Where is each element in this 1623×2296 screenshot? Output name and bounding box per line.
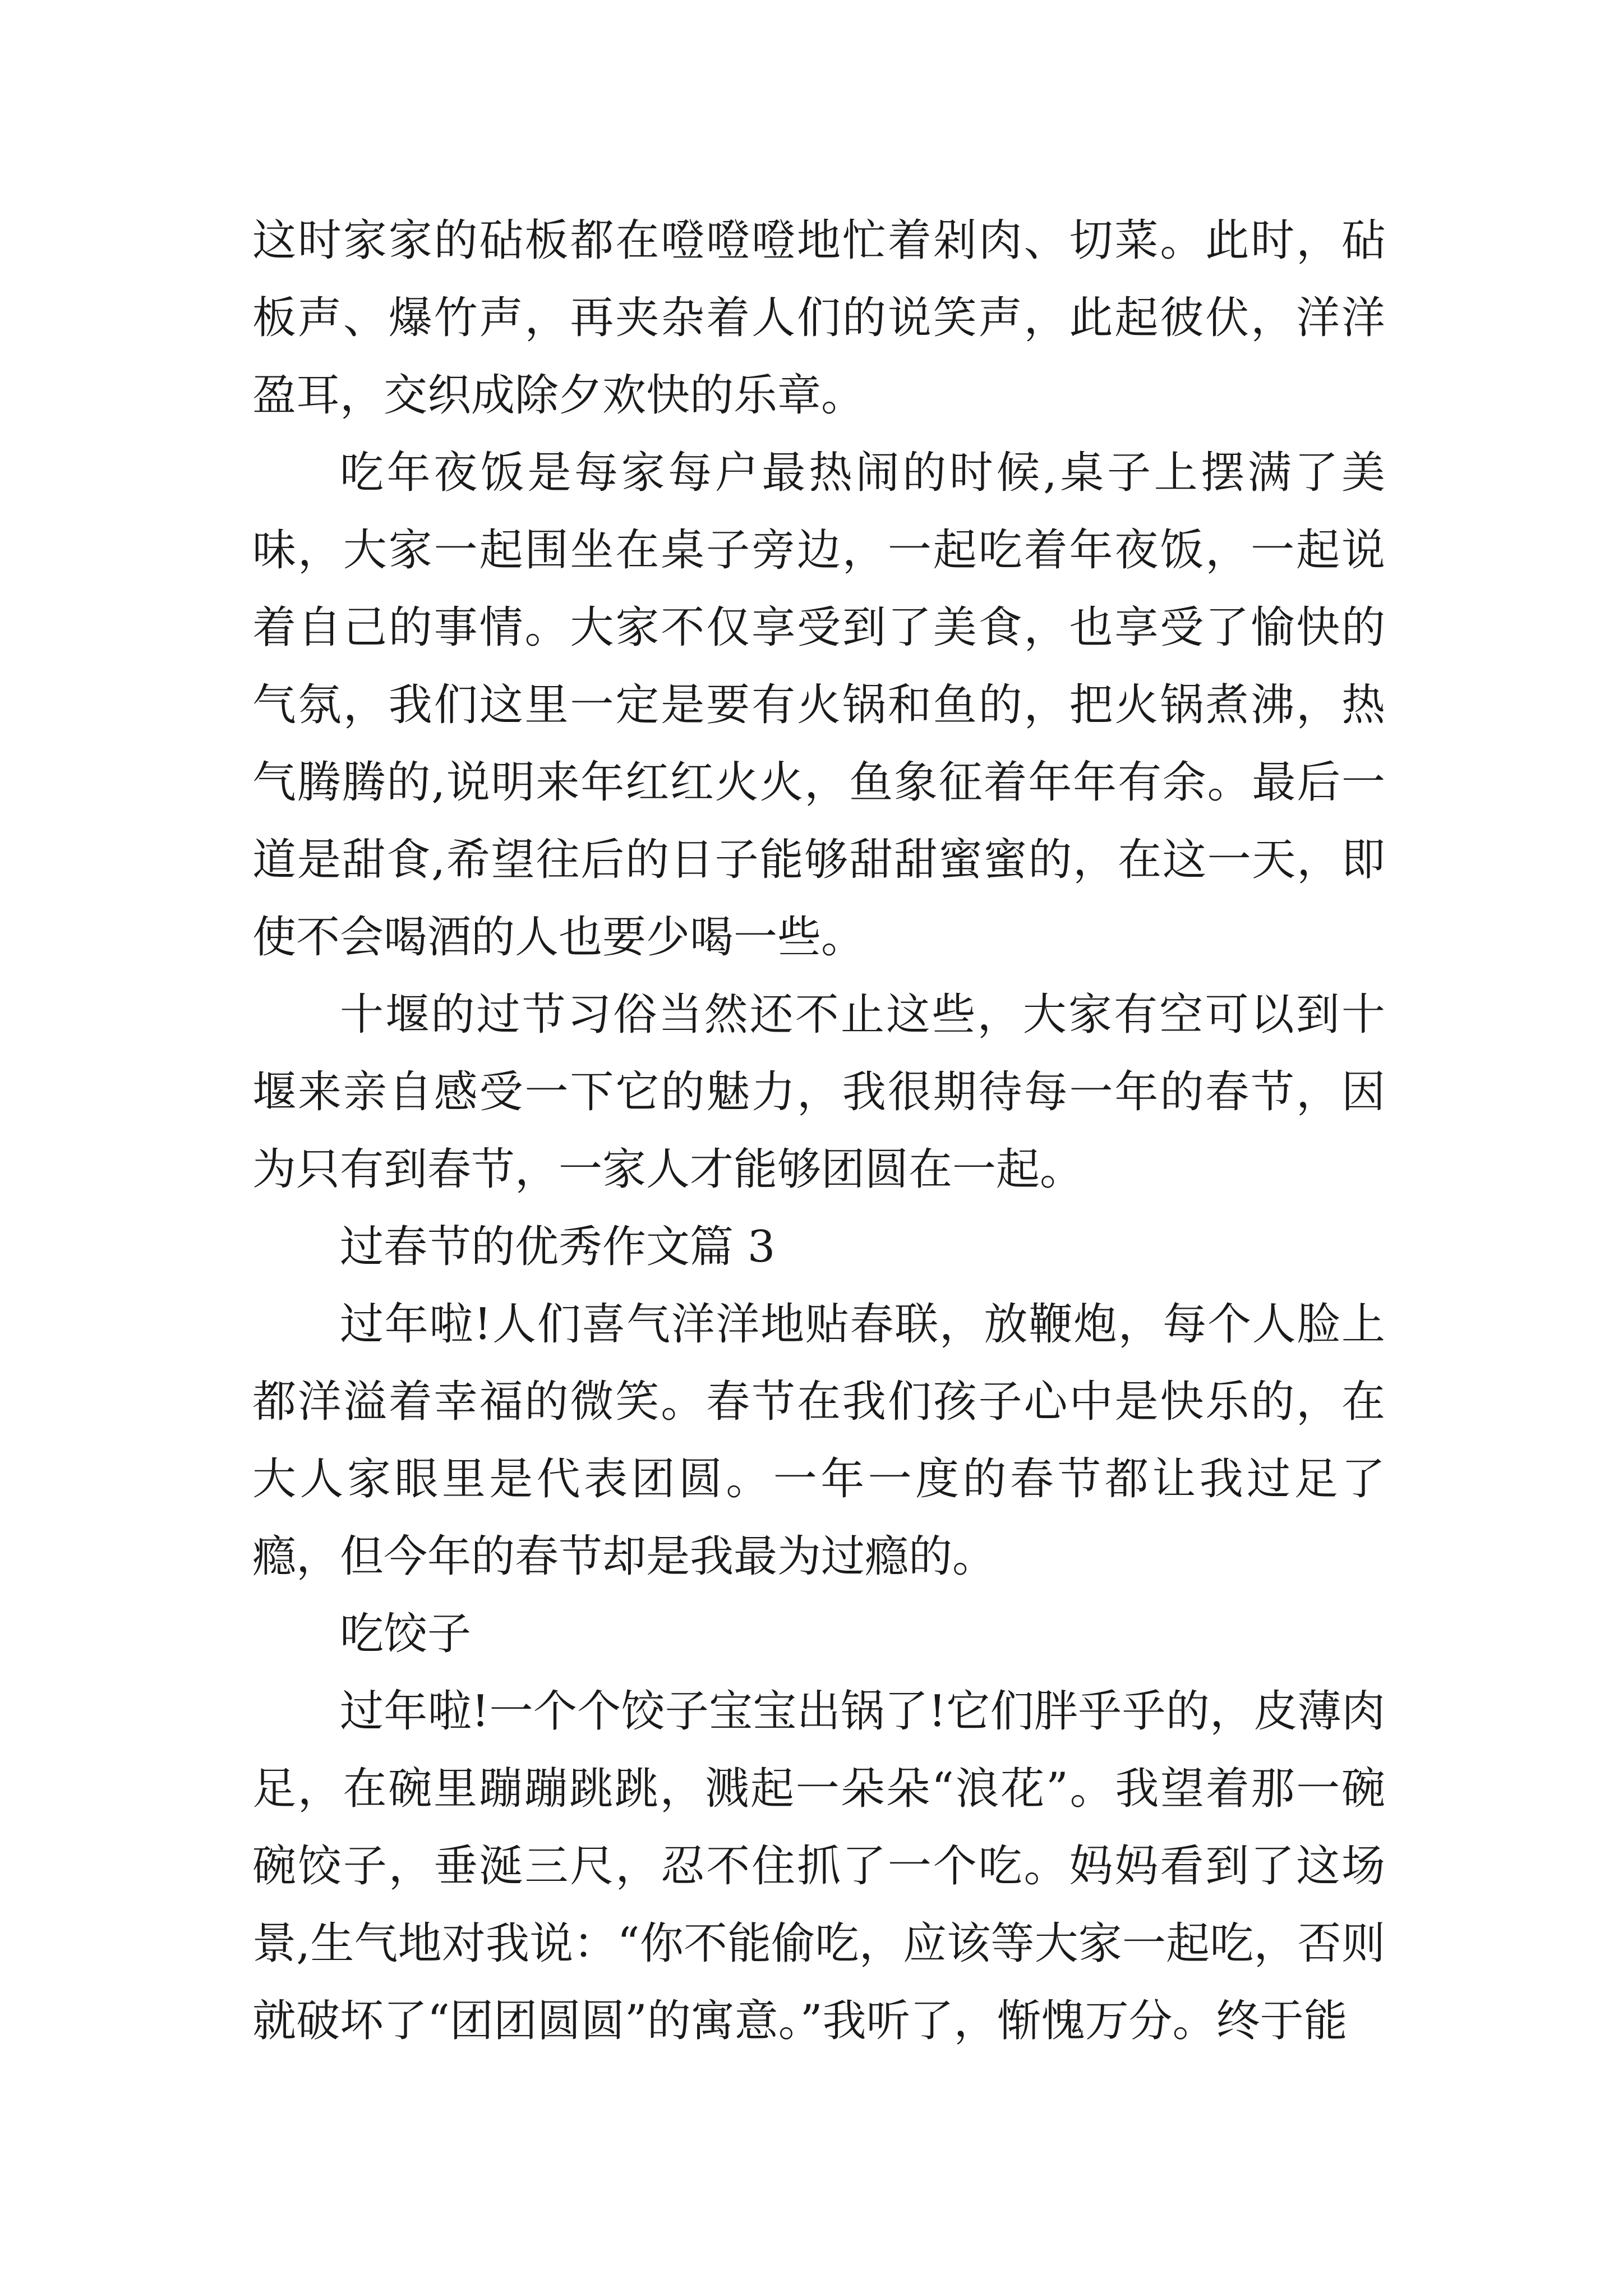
paragraph-new-year-joy: 过年啦!人们喜气洋洋地贴春联，放鞭炮，每个人脸上都洋溢着幸福的微笑。春节在我们孩子心中是快乐的，在大人家眼里是代表团圆。一年一度的春节都让我过足了瘾，但今年的春节却是我最为过瘾的。 [252, 1299, 1385, 1582]
document-body [252, 202, 1385, 2060]
paragraph-shiyan-customs: 十堰的过节习俗当然还不止这些，大家有空可以到十堰来亲自感受一下它的魅力，我很期待每一年的春节，因为只有到春节，一家人才能够团圆在一起。 [252, 990, 1385, 1195]
paragraph-new-year-dinner: 吃年夜饭是每家每户最热闹的时候,桌子上摆满了美味，大家一起围坐在桌子旁边，一起吃着年夜饭，一起说着自己的事情。大家不仅享受到了美食，也享受了愉快的气氛，我们这里一定是要有火锅和鱼的，把火锅煮沸，热气腾腾的,说明来年红红火火，鱼象征着年年有余。最后一道是甜食,希望往后的日子能够甜甜蜜蜜的，在这一天，即使不会喝酒的人也要少喝一些。 [252, 448, 1385, 963]
paragraph-dumplings: 过年啦!一个个饺子宝宝出锅了!它们胖乎乎的，皮薄肉足，在碗里蹦蹦跳跳，溅起一朵朵“浪花”。我望着那一碗碗饺子，垂涎三尺，忍不住抓了一个吃。妈妈看到了这场景,生气地对我说：“你不能偷吃，应该等大家一起吃，否则就破坏了“团团圆圆”的寓意。”我听了，惭愧万分。终于能 [252, 1686, 1385, 2046]
paragraph-cutting-board: 这时家家的砧板都在噔噔噔地忙着剁肉、切菜。此时，砧板声、爆竹声，再夹杂着人们的说笑声，此起彼伏，洋洋盈耳，交织成除夕欢快的乐章。 [252, 215, 1385, 421]
section-heading-essay-3: 过春节的优秀作文篇 3 [340, 1222, 776, 1272]
subheading-eating-dumplings: 吃饺子 [340, 1609, 472, 1659]
